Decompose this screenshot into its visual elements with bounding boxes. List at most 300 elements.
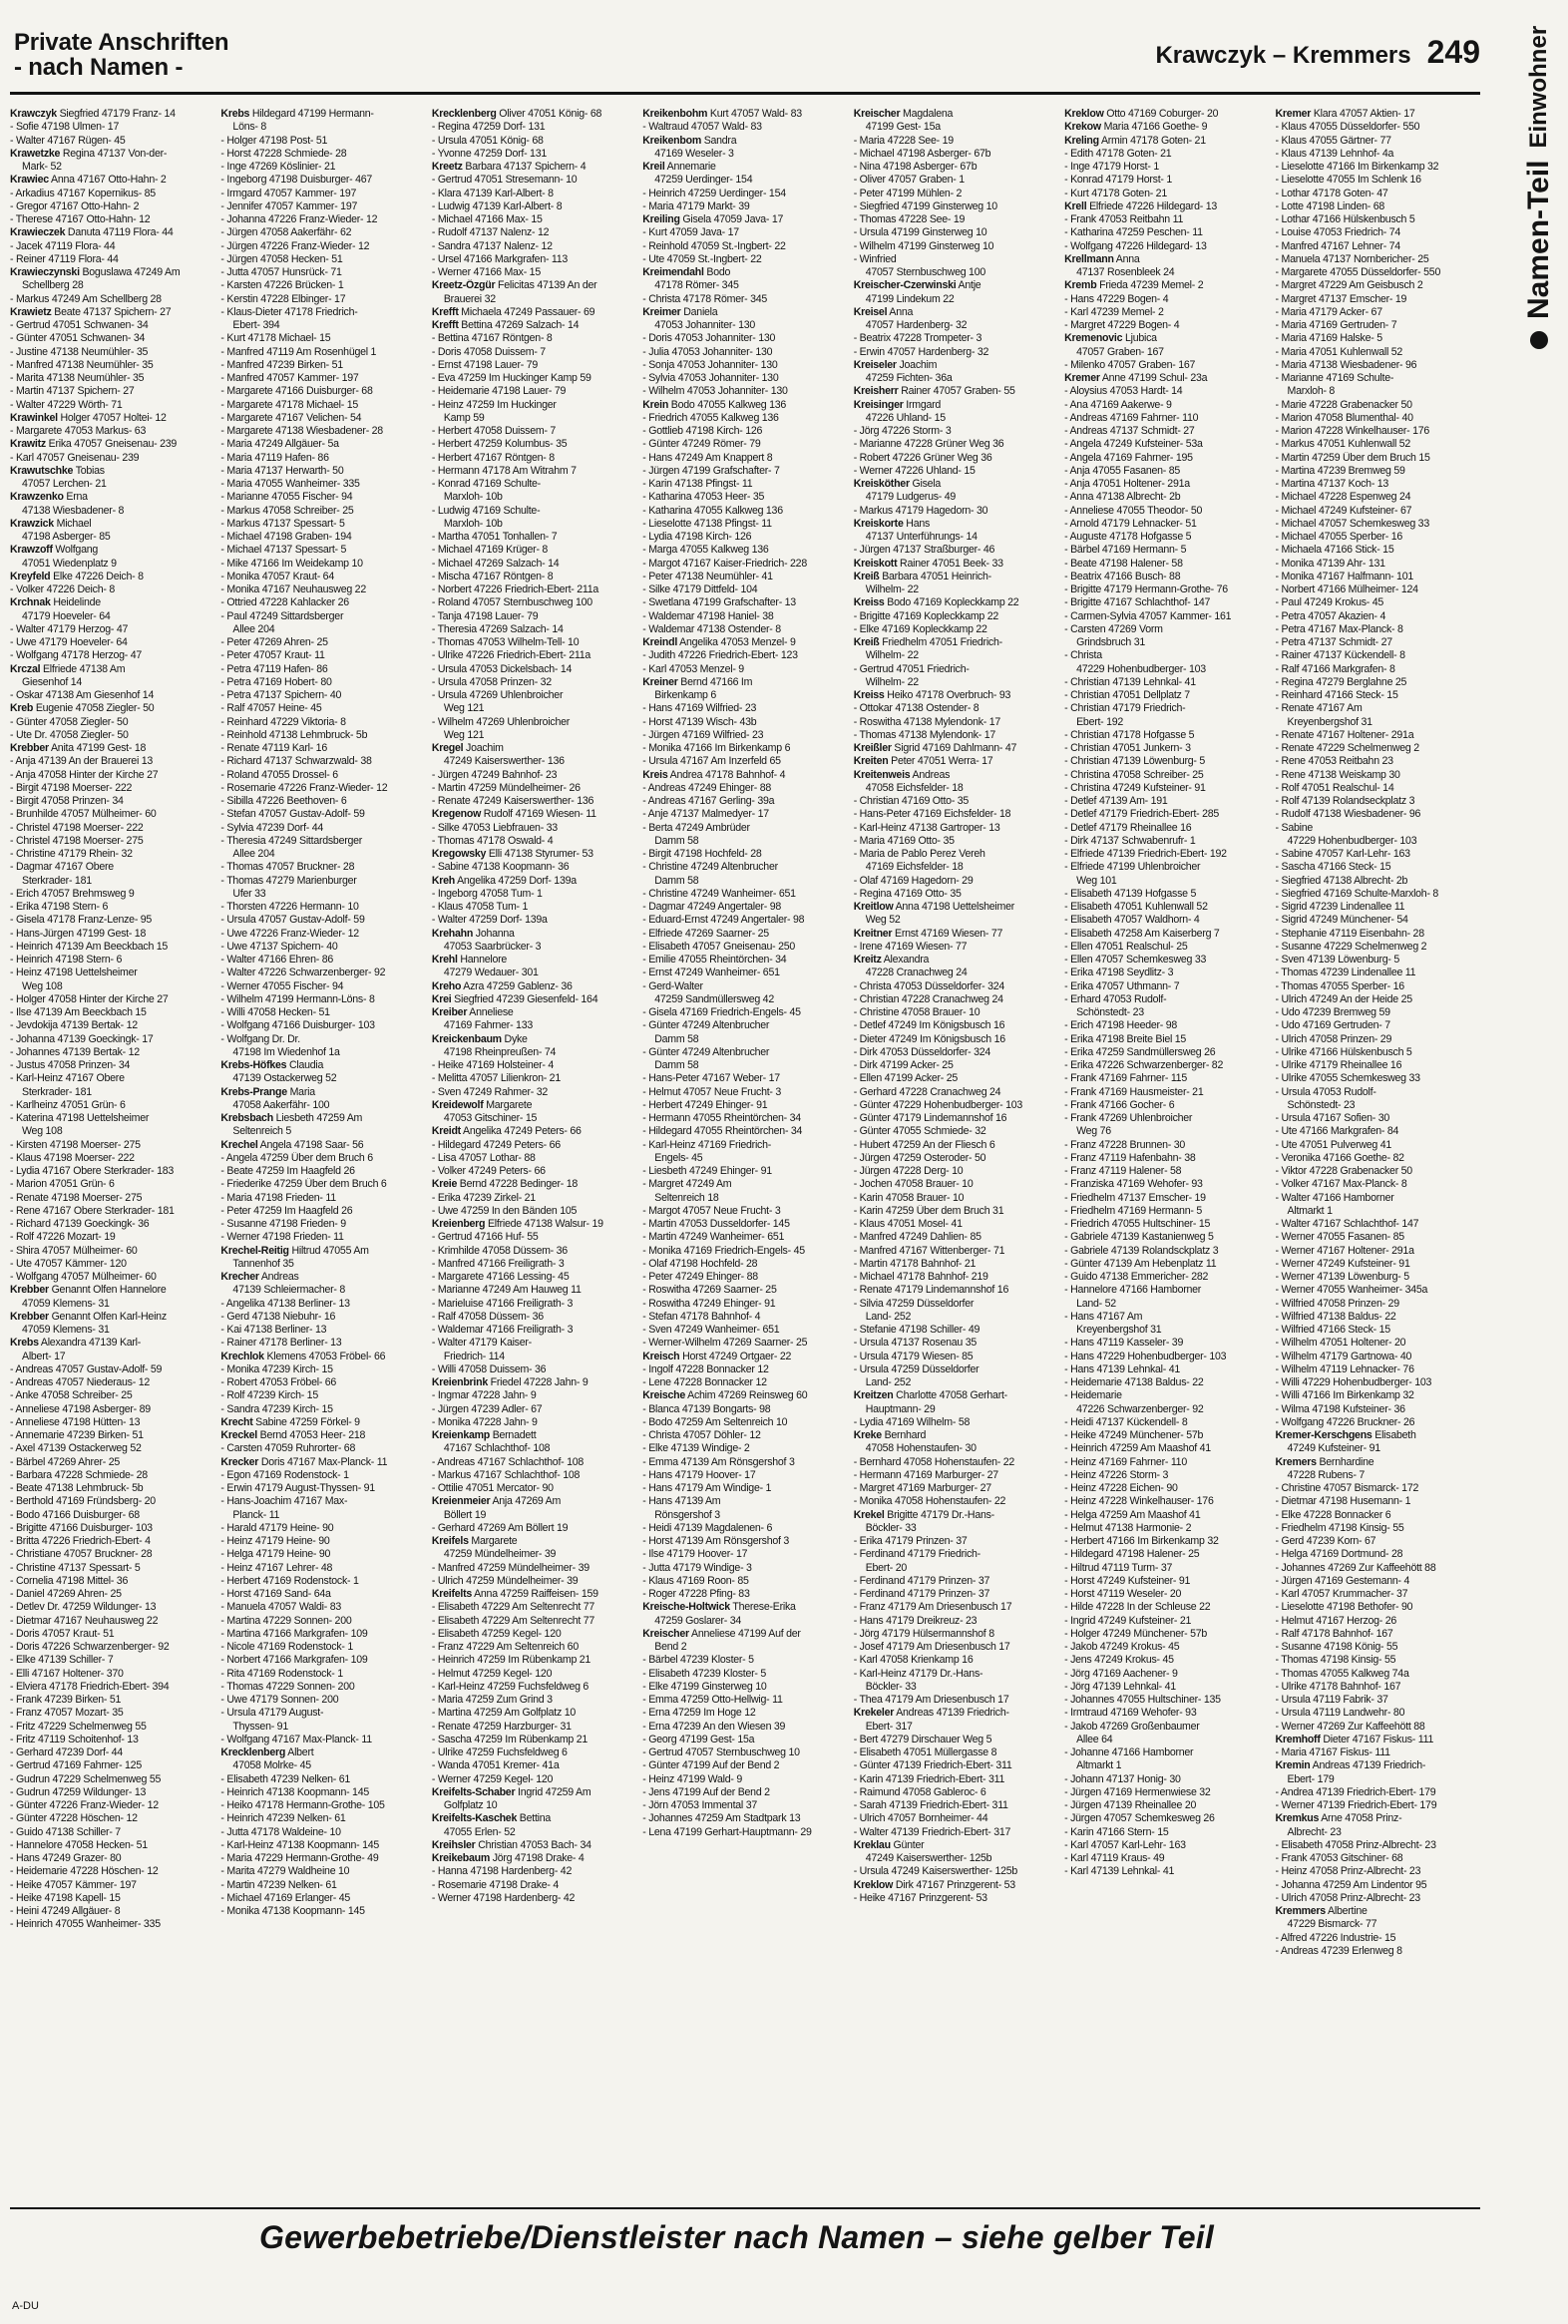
- listing-entry: - Susanne 47198 Frieden- 9: [220, 1218, 346, 1230]
- listing-entry: Kreifels Margarete: [431, 1535, 518, 1547]
- surname: Kremin: [1275, 1759, 1311, 1772]
- surname: Kreiß: [853, 570, 880, 582]
- listing-entry: - Hildegard 47249 Peters- 66: [431, 1138, 561, 1151]
- listing-entry: - Heike 47169 Holsteiner- 4: [431, 1059, 555, 1071]
- listing-entry: - Karl-Heinz 47169 Friedrich-: [642, 1138, 772, 1151]
- listing-entry: - Detlef 47179 Rheinallee 16: [1064, 821, 1192, 834]
- listing-entry: - Erika 47259 Sandmüllersweg 26: [1064, 1045, 1216, 1058]
- listing-entry: Kreitenweis Andreas: [853, 768, 951, 781]
- listing-entry: - Heinz 47198 Uettelsheimer: [10, 967, 138, 979]
- listing-entry: - Ilse 47179 Hoover- 17: [642, 1548, 748, 1561]
- listing-entry: - Ralf 47166 Markgrafen- 8: [1275, 662, 1395, 675]
- surname: Kreiss: [853, 596, 885, 609]
- surname: Kreklow: [1064, 108, 1104, 120]
- listing-entry: - Paul 47249 Krokus- 45: [1275, 596, 1384, 609]
- listing-entry: - Norbert 47166 Markgrafen- 109: [220, 1654, 368, 1667]
- listing-entry: Krawzick Michael: [10, 517, 92, 530]
- listing-entry: 47249 Kaiserswerther- 125b: [865, 1852, 992, 1864]
- listing-entry: - Raimund 47058 Gableroc- 6: [853, 1785, 986, 1798]
- listing-entry: - Karl 47119 Kraus- 49: [1064, 1852, 1165, 1864]
- listing-entry: - Michael 47249 Kufsteiner- 67: [1275, 504, 1412, 517]
- listing-entry: - Manfred 47057 Kammer- 197: [220, 372, 359, 384]
- listing-entry: - Karl 47057 Gneisenau- 239: [10, 451, 140, 464]
- listing-entry: - Margarete 47178 Michael- 15: [220, 398, 359, 411]
- listing-entry: - Jürgen 47239 Adler- 67: [431, 1402, 543, 1415]
- listing-entry: - Gertrud 47051 Schwanen- 34: [10, 319, 149, 331]
- listing-entry: - Katharina 47055 Kalkweg 136: [642, 504, 783, 517]
- listing-entry: - Wilhelm 47199 Hermann-Löns- 8: [220, 992, 375, 1005]
- listing-entry: - Johanna 47259 Am Lindentor 95: [1275, 1878, 1427, 1891]
- listing-entry: - Werner 47055 Fischer- 94: [220, 979, 344, 992]
- listing-entry: - Ingmar 47228 Jahn- 9: [431, 1389, 537, 1402]
- listing-entry: - Ellen 47057 Schemkesweg 33: [1064, 954, 1207, 966]
- listing-entry: - Dirk 47199 Acker- 25: [853, 1059, 954, 1071]
- listing-entry: Kremhoff Dieter 47167 Fiskus- 111: [1275, 1733, 1434, 1745]
- listing-entry: - Bodo 47166 Duisburger- 68: [10, 1508, 140, 1521]
- listing-entry: Krecklenberg Oliver 47051 König- 68: [431, 108, 602, 120]
- listing-entry: - Sascha 47166 Steck- 15: [1275, 861, 1391, 874]
- listing-entry: - Norbert 47166 Mülheimer- 124: [1275, 583, 1418, 595]
- listing-entry: Kreyenbergshof 31: [1076, 1324, 1162, 1336]
- listing-column: [1276, 108, 1480, 2197]
- listing-entry: - Bärbel 47169 Hermann- 5: [1064, 544, 1187, 557]
- listing-entry: - Ludwig 47169 Schulte-: [431, 504, 541, 517]
- listing-entry: - Herbert 47169 Rodenstock- 1: [220, 1574, 359, 1587]
- listing-entry: - Blanca 47139 Bongarts- 98: [642, 1402, 771, 1415]
- listing-entry: - Uwe 47226 Franz-Wieder- 12: [220, 927, 359, 940]
- listing-entry: - Karl-Heinz 47179 Dr.-Hans-: [853, 1667, 983, 1680]
- listing-entry: Kremin Andreas 47139 Friedrich-: [1275, 1759, 1426, 1772]
- listing-entry: - Yvonne 47259 Dorf- 131: [431, 147, 547, 160]
- listing-entry: - Regina 47259 Dorf- 131: [431, 121, 546, 134]
- side-tab-label-2: Namen-Teil: [1522, 160, 1555, 319]
- listing-entry: Ebert- 317: [865, 1720, 913, 1733]
- listing-entry: - Karl-Heinz 47138 Koopmann- 145: [220, 1838, 380, 1851]
- listing-entry: - Stefan 47178 Bahnhof- 4: [642, 1310, 761, 1323]
- surname: Kreifelts-Schaber: [431, 1785, 516, 1798]
- listing-entry: - Michael 47169 Krüger- 8: [431, 544, 549, 557]
- surname: Kreyfeld: [10, 570, 51, 582]
- listing-entry: - Emma 47139 Am Rönsgershof 3: [642, 1455, 795, 1468]
- listing-entry: Kreitz Alexandra: [853, 954, 930, 966]
- surname: Kreidewolf: [431, 1098, 484, 1111]
- listing-entry: - Erna 47259 Im Hoge 12: [642, 1707, 756, 1720]
- listing-entry: - Manuela 47137 Nornbericher- 25: [1275, 252, 1429, 265]
- listing-entry: - Erika 47057 Uthmann- 7: [1064, 979, 1180, 992]
- listing-entry: - Maria 47051 Kuhlenwall 52: [1275, 345, 1403, 358]
- listing-entry: Kremer Klara 47057 Aktien- 17: [1275, 108, 1415, 120]
- listing-entry: - Swetlana 47199 Grafschafter- 13: [642, 596, 796, 609]
- surname: Kreiskott: [853, 557, 898, 570]
- listing-entry: - Beate 47259 Im Haagfeld 26: [220, 1165, 355, 1177]
- listing-entry: - Theresia 47269 Salzach- 14: [431, 622, 564, 635]
- listing-entry: - Markus 47249 Am Schellberg 28: [10, 292, 162, 305]
- listing-entry: - Eva 47259 Im Huckinger Kamp 59: [431, 372, 591, 384]
- surname: Kreische-Holtwick: [642, 1601, 730, 1614]
- listing-entry: - Siegfried 47199 Ginsterweg 10: [853, 199, 997, 212]
- listing-entry: - Gabriele 47139 Kastanienweg 5: [1064, 1231, 1214, 1244]
- listing-entry: Kreitlow Anna 47198 Uettelsheimer: [853, 901, 1015, 913]
- listing-entry: - Karin 47139 Friedrich-Ebert- 311: [853, 1772, 1005, 1785]
- listing-entry: 47051 Wiedenplatz 9: [22, 557, 117, 570]
- listing-entry: Sterkrader- 181: [22, 1085, 92, 1098]
- listing-entry: - Martina 47166 Markgrafen- 109: [220, 1627, 368, 1640]
- listing-entry: - Manfred 47138 Neumühler- 35: [10, 358, 154, 371]
- listing-entry: Kremmers Albertine: [1275, 1905, 1368, 1917]
- listing-entry: - Doris 47226 Schwarzenberger- 92: [10, 1641, 170, 1653]
- listing-entry: 47259 Goslarer- 34: [654, 1614, 742, 1627]
- listing-entry: - Veronika 47166 Goethe- 82: [1275, 1151, 1404, 1164]
- listing-entry: - Ute Dr. 47058 Ziegler- 50: [10, 728, 129, 741]
- listing-entry: 47229 Hohenbudberger- 103: [1287, 834, 1417, 847]
- listing-entry: - Walter 47179 Herzog- 47: [10, 622, 129, 635]
- listing-entry: - Hans 47249 Am Knappert 8: [642, 451, 773, 464]
- surname: Kreitzen: [853, 1389, 894, 1402]
- listing-entry: - Sascha 47259 Im Rübenkamp 21: [431, 1733, 588, 1745]
- listing-entry: - Thomas 47279 Marienburger: [220, 874, 357, 887]
- listing-entry: Grindsbruch 31: [1076, 636, 1146, 648]
- listing-entry: Kreklau Günter: [853, 1838, 925, 1851]
- listing-entry: Allee 204: [232, 622, 275, 635]
- surname: Kreil: [642, 161, 665, 173]
- listing-entry: - Marion 47228 Winkelhauser- 176: [1275, 425, 1430, 437]
- listing-entry: Krechlok Klemens 47053 Fröbel- 66: [220, 1350, 386, 1362]
- surname: Krebber: [10, 742, 49, 754]
- listing-entry: - Petra 47119 Hafen- 86: [220, 662, 328, 675]
- listing-entry: - Jürgen 47259 Osteroder- 50: [853, 1151, 986, 1164]
- listing-entry: - Thomas 47055 Sperber- 16: [1275, 979, 1404, 992]
- listing-entry: - Wilfried 47166 Steck- 15: [1275, 1324, 1390, 1336]
- listing-entry: - Lydia 47169 Wilhelm- 58: [853, 1415, 971, 1428]
- listing-entry: Krehl Hannelore: [431, 954, 508, 966]
- listing-entry: - Susanne 47198 König- 55: [1275, 1641, 1398, 1653]
- listing-entry: - Christian 47228 Cranachweg 24: [853, 992, 1003, 1005]
- listing-entry: - Lieselotte 47138 Pfingst- 11: [642, 517, 772, 530]
- listing-entry: - Maria 47055 Wanheimer- 335: [220, 478, 360, 490]
- listing-entry: - Christina 47249 Kufsteiner- 91: [1064, 781, 1206, 794]
- listing-entry: Kreb Eugenie 47058 Ziegler- 50: [10, 702, 155, 715]
- listing-entry: - Wilhelm 47269 Uhlenbroicher: [431, 715, 571, 728]
- listing-entry: - Heinz 47259 Im Huckinger: [431, 398, 557, 411]
- listing-entry: - Karl-Heinz 47259 Fuchsfeldweg 6: [431, 1680, 589, 1693]
- listing-entry: - Silvia 47259 Düsseldorfer: [853, 1297, 975, 1310]
- listing-entry: - Viktor 47228 Grabenacker 50: [1275, 1165, 1412, 1177]
- listing-entry: - Walter 47139 Friedrich-Ebert- 317: [853, 1825, 1011, 1838]
- listing-entry: - Elisabeth 47239 Kloster- 5: [642, 1667, 766, 1680]
- listing-entry: - Karl 47239 Memel- 2: [1064, 305, 1164, 318]
- listing-entry: Weg 76: [1076, 1125, 1111, 1138]
- surname: Kreisherr: [853, 385, 899, 398]
- listing-entry: - Friedrich 47055 Hultschiner- 15: [1064, 1218, 1211, 1230]
- listing-entry: - Christine 47057 Bismarck- 172: [1275, 1482, 1419, 1494]
- listing-entry: Weg 52: [865, 914, 901, 927]
- listing-entry: - Günter 47051 Schwanen- 34: [10, 332, 146, 345]
- listing-entry: - Jochen 47058 Brauer- 10: [853, 1178, 974, 1191]
- listing-entry: 47058 Aakerfähr- 100: [232, 1098, 330, 1111]
- surname: Kregowsky: [431, 848, 487, 860]
- listing-entry: - Karin 47058 Brauer- 10: [853, 1191, 965, 1204]
- listing-entry: - Cornelia 47198 Mittel- 36: [10, 1574, 129, 1587]
- listing-entry: - Ursula 47051 König- 68: [431, 134, 544, 147]
- listing-entry: - Heidi 47139 Magdalenen- 6: [642, 1521, 773, 1534]
- listing-entry: - Maria 47137 Herwarth- 50: [220, 464, 344, 477]
- listing-entry: Kreetz Barbara 47137 Spichern- 4: [431, 161, 587, 173]
- listing-entry: - Renate 47167 Am: [1275, 702, 1363, 715]
- listing-entry: - Elisabeth 47229 Am Seltenrecht 77: [431, 1614, 595, 1627]
- listing-entry: 47259 Fichten- 36a: [865, 372, 953, 384]
- listing-entry: - Andreas 47167 Gerling- 39a: [642, 795, 775, 807]
- listing-entry: - Gerd 47138 Niebuhr- 16: [220, 1310, 336, 1323]
- listing-entry: - Walter 47166 Hamborner: [1275, 1191, 1394, 1204]
- listing-entry: - Martina 47229 Sonnen- 200: [220, 1614, 352, 1627]
- listing-entry: - Elfriede 47199 Uhlenbroicher: [1064, 861, 1201, 874]
- listing-entry: - Marita 47279 Waldheine 10: [220, 1865, 350, 1878]
- listing-entry: - Waldemar 47138 Ostender- 8: [642, 622, 781, 635]
- listing-entry: - Irmtraud 47169 Wehofer- 93: [1064, 1707, 1197, 1720]
- listing-entry: - Holger 47249 Münchener- 57b: [1064, 1627, 1208, 1640]
- listing-entry: - Monika 47166 Im Birkenkamp 6: [642, 742, 791, 754]
- listing-entry: - Werner 47226 Uhland- 15: [853, 464, 976, 477]
- listing-entry: Kreiskorte Hans: [853, 517, 931, 530]
- listing-entry: Golfplatz 10: [443, 1799, 498, 1811]
- listing-entry: - Anna 47138 Albrecht- 2b: [1064, 491, 1181, 504]
- listing-entry: - Marion 47051 Grün- 6: [10, 1178, 115, 1191]
- listing-entry: - Margret 47137 Emscher- 19: [1275, 292, 1407, 305]
- surname: Krechlok: [220, 1350, 264, 1362]
- listing-entry: - Detlef 47139 Am- 191: [1064, 795, 1168, 807]
- listing-entry: - Inge 47269 Köslinier- 21: [220, 161, 336, 173]
- listing-entry: Kreh Angelika 47259 Dorf- 139a: [431, 874, 577, 887]
- listing-entry: - Wilhelm 47119 Lehnacker- 76: [1275, 1362, 1414, 1375]
- listing-entry: - Dagmar 47167 Obere: [10, 861, 114, 874]
- surname: Krawutschke: [10, 464, 74, 477]
- listing-entry: - Erika 47239 Zirkel- 21: [431, 1191, 536, 1204]
- listing-entry: - Erwin 47179 August-Thyssen- 91: [220, 1482, 375, 1494]
- listing-entry: - Monika 47138 Koopmann- 145: [220, 1905, 365, 1917]
- listing-entry: - Elisabeth 47057 Waldhorn- 4: [1064, 914, 1200, 927]
- listing-entry: - Hans 47139 Lehnkal- 41: [1064, 1362, 1181, 1375]
- listing-entry: - Hans-Peter 47169 Eichsfelder- 18: [853, 808, 1011, 821]
- listing-entry: - Dietmar 47167 Neuhausweg 22: [10, 1614, 159, 1627]
- listing-entry: - Friedhelm 47137 Emscher- 19: [1064, 1191, 1206, 1204]
- listing-entry: Seltenreich 18: [654, 1191, 719, 1204]
- listing-entry: - Ulrich 47249 An der Heide 25: [1275, 992, 1412, 1005]
- surname: Kreke: [853, 1429, 882, 1441]
- surname: Kreißler: [853, 742, 892, 754]
- listing-entry: 47055 Erlen- 52: [443, 1825, 516, 1838]
- surname: Krefft: [431, 305, 459, 318]
- listing-entry: Friedrich- 114: [443, 1350, 505, 1362]
- listing-entry: - Michaela 47166 Stick- 15: [1275, 544, 1394, 557]
- listing-entry: - Christa 47053 Düsseldorfer- 324: [853, 979, 1005, 992]
- listing-entry: Krchnak Heidelinde: [10, 596, 101, 609]
- listing-entry: - Erna 47239 An den Wiesen 39: [642, 1720, 786, 1733]
- listing-entry: - Manfred 47166 Freiligrath- 3: [431, 1257, 565, 1270]
- listing-entry: - Olaf 47198 Hochfeld- 28: [642, 1257, 758, 1270]
- listing-entry: - Gertrud 47166 Huf- 55: [431, 1231, 539, 1244]
- surname: Krekow: [1064, 121, 1101, 134]
- surname: Kreisel: [853, 305, 888, 318]
- listing-entry: - Kurt 47178 Michael- 15: [220, 332, 331, 345]
- listing-entry: - Rolf 47239 Kirch- 15: [220, 1389, 318, 1402]
- listing-entry: - Karl 47057 Karl-Lehr- 163: [1064, 1838, 1186, 1851]
- listing-entry: - Ute 47051 Pulverweg 41: [1275, 1138, 1392, 1151]
- listing-entry: Kreikenbohm Kurt 47057 Wald- 83: [642, 108, 802, 120]
- listing-entry: Kremkus Arne 47058 Prinz-: [1275, 1812, 1402, 1825]
- listing-entry: Ufer 33: [232, 887, 266, 900]
- listing-entry: 47259 Sandmüllersweg 42: [654, 992, 774, 1005]
- listing-entry: - Thomas 47228 See- 19: [853, 213, 966, 225]
- listing-entry: - Wilfried 47138 Baldus- 22: [1275, 1310, 1396, 1323]
- listing-entry: - Heinrich 47239 Nelken- 61: [220, 1812, 346, 1825]
- listing-entry: - Elisabeth 47057 Gneisenau- 250: [642, 940, 796, 953]
- listing-entry: - Anneliese 47055 Theodor- 50: [1064, 504, 1203, 517]
- listing-entry: - Judith 47226 Friedrich-Ebert- 123: [642, 649, 798, 662]
- listing-entry: Mark- 52: [22, 161, 62, 173]
- listing-entry: 47139 Schleiermacher- 8: [232, 1284, 346, 1297]
- surname: Krell: [1064, 199, 1087, 212]
- listing-entry: Kreiskott Rainer 47051 Beek- 33: [853, 557, 1003, 570]
- listing-entry: 47198 Asberger- 85: [22, 531, 111, 543]
- listing-entry: Kreiseler Joachim: [853, 358, 938, 371]
- listing-entry: - Hiltrud 47119 Turm- 37: [1064, 1561, 1173, 1574]
- listing-entry: - Markus 47137 Spessart- 5: [220, 517, 345, 530]
- listing-entry: - Elviera 47178 Friedrich-Ebert- 394: [10, 1680, 170, 1693]
- listing-entry: - Christel 47198 Moerser- 222: [10, 821, 144, 834]
- listing-entry: - Robert 47053 Fröbel- 66: [220, 1376, 337, 1388]
- listing-entry: - Margarete 47053 Markus- 63: [10, 425, 147, 437]
- surname: Krawinkel: [10, 411, 58, 424]
- listing-entry: Kreisherr Rainer 47057 Graben- 55: [853, 385, 1015, 398]
- surname: Krei: [431, 992, 452, 1005]
- listing-column: [220, 108, 425, 2197]
- listing-entry: - Fritz 47119 Schoitenhof- 13: [10, 1733, 139, 1745]
- listing-entry: - Helmut 47057 Neue Frucht- 3: [642, 1085, 782, 1098]
- listing-entry: - Louise 47053 Friedrich- 74: [1275, 226, 1401, 239]
- listing-entry: Krell Elfriede 47226 Hildegard- 13: [1064, 199, 1217, 212]
- listing-entry: Ebert- 394: [232, 319, 280, 331]
- listing-entry: - Maria 47167 Fiskus- 111: [1275, 1746, 1390, 1758]
- listing-entry: - Günter 47055 Schmiede- 32: [853, 1125, 986, 1138]
- listing-entry: - Jörg 47226 Storm- 3: [853, 425, 952, 437]
- listing-entry: Krawinkel Holger 47057 Holtei- 12: [10, 411, 167, 424]
- listing-entry: - Ulrike 47259 Fuchsfeldweg 6: [431, 1746, 568, 1758]
- listing-entry: - Wolfgang 47226 Bruckner- 26: [1275, 1415, 1415, 1428]
- listing-entry: - Martin 47178 Bahnhof- 21: [853, 1257, 977, 1270]
- listing-entry: - Ursula 47249 Kaiserswerther- 125b: [853, 1865, 1018, 1878]
- listing-entry: - Rudolf 47138 Wiesbadener- 96: [1275, 808, 1421, 821]
- listing-entry: - Horst 47119 Weseler- 20: [1064, 1588, 1182, 1600]
- listing-entry: - Heinz 47179 Heine- 90: [220, 1535, 330, 1547]
- listing-entry: - Sylvia 47053 Johanniter- 130: [642, 372, 779, 384]
- listing-entry: 47057 Sternbuschweg 100: [865, 266, 985, 278]
- listing-entry: - Martin 47239 Nelken- 61: [220, 1878, 337, 1891]
- listing-entry: - Angela 47169 Fahrner- 195: [1064, 451, 1193, 464]
- listing-entry: - Ulrich 47259 Mündelheimer- 39: [431, 1574, 579, 1587]
- listing-entry: Krawutschke Tobias: [10, 464, 105, 477]
- listing-entry: - Auguste 47178 Hofgasse 5: [1064, 531, 1192, 543]
- listing-entry: - Heidemarie 47138 Baldus- 22: [1064, 1376, 1204, 1388]
- listing-entry: - Paul 47249 Sittardsberger: [220, 609, 344, 622]
- surname: Kreb: [10, 702, 34, 715]
- listing-entry: - Hermann 47055 Rheintörchen- 34: [642, 1112, 801, 1124]
- listing-entry: Weg 121: [443, 702, 485, 715]
- surname: Kregenow: [431, 808, 482, 821]
- listing-entry: - Rudolf 47137 Nalenz- 12: [431, 226, 550, 239]
- listing-entry: - Sigrid 47249 Münchener- 54: [1275, 914, 1408, 927]
- listing-entry: - Hans 47229 Hohenbudberger- 103: [1064, 1350, 1227, 1362]
- listing-entry: Krefft Bettina 47269 Salzach- 14: [431, 319, 580, 331]
- listing-entry: Kreischer Magdalena: [853, 108, 954, 120]
- listing-entry: - Heidi 47137 Kückendell- 8: [1064, 1415, 1188, 1428]
- listing-entry: - Ulrich 47058 Prinzen- 29: [1275, 1032, 1392, 1045]
- listing-entry: Krebs Alexandra 47139 Karl-: [10, 1337, 142, 1350]
- listing-entry: - Shira 47057 Mülheimer- 60: [10, 1244, 138, 1257]
- listing-entry: Kreklow Otto 47169 Coburger- 20: [1064, 108, 1219, 120]
- listing-entry: - Regina 47169 Otto- 35: [853, 887, 962, 900]
- surname: Krebber: [10, 1310, 49, 1323]
- surname: Kreikenbohm: [642, 108, 708, 120]
- listing-entry: - Lena 47199 Gerhart-Hauptmann- 29: [642, 1825, 812, 1838]
- listing-entry: - Ursula 47058 Prinzen- 32: [431, 675, 552, 688]
- listing-entry: - Bettina 47167 Röntgen- 8: [431, 332, 553, 345]
- listing-entry: - Franz 47179 Am Driesenbusch 17: [853, 1601, 1012, 1614]
- listing-entry: - Erhard 47053 Rudolf-: [1064, 992, 1167, 1005]
- listing-entry: - Sven 47249 Wanheimer- 651: [642, 1324, 780, 1336]
- listing-entry: Ebert- 179: [1287, 1772, 1335, 1785]
- listing-entry: - Gabriele 47139 Rolandsckplatz 3: [1064, 1244, 1219, 1257]
- listing-entry: - Ursula 47259 Düsseldorfer: [853, 1362, 980, 1375]
- listing-entry: - Gerhard 47269 Am Böllert 19: [431, 1521, 569, 1534]
- listing-entry: - Ferdinand 47179 Prinzen- 37: [853, 1588, 990, 1600]
- listing-entry: - Heinz 47228 Eichen- 90: [1064, 1482, 1178, 1494]
- listing-entry: Kreklow Dirk 47167 Prinzgerent- 53: [853, 1878, 1015, 1891]
- listing-entry: - Hans 47179 Am Windige- 1: [642, 1482, 772, 1494]
- listing-entry: - Wilhelm 47199 Ginsterweg 10: [853, 239, 994, 252]
- listing-entry: - Walter 47226 Schwarzenberger- 92: [220, 967, 386, 979]
- listing-entry: Kreickenbaum Dyke: [431, 1032, 528, 1045]
- listing-entry: - Margret 47229 Bogen- 4: [1064, 319, 1180, 331]
- surname: Krechel-Reitig: [220, 1244, 289, 1257]
- listing-entry: - Monika 47057 Kraut- 64: [220, 570, 334, 582]
- section-title-line2: - nach Namen -: [14, 54, 184, 81]
- listing-entry: - Jevdokija 47139 Bertak- 12: [10, 1019, 138, 1032]
- listing-entry: - Sandra 47239 Kirch- 15: [220, 1402, 333, 1415]
- page-range-heading: [1155, 34, 1480, 71]
- listing-entry: - Stefan 47057 Gustav-Adolf- 59: [220, 808, 365, 821]
- listing-entry: - Hermann 47169 Marburger- 27: [853, 1468, 998, 1481]
- listing-entry: - Thomas 47229 Sonnen- 200: [220, 1680, 355, 1693]
- listing-entry: Kreyenbergshof 31: [1287, 715, 1372, 728]
- listing-entry: - Theresia 47249 Sittardsberger: [220, 834, 363, 847]
- listing-entry: Damm 58: [654, 834, 699, 847]
- listing-entry: - Martin 47137 Spichern- 27: [10, 385, 135, 398]
- listing-entry: - Herbert 47167 Röntgen- 8: [431, 451, 555, 464]
- listing-entry: Kreienmeier Anja 47269 Am: [431, 1495, 562, 1508]
- listing-entry: - Markus 47051 Kuhlenwall 52: [1275, 438, 1411, 451]
- listing-entry: Krawieczek Danuta 47119 Flora- 44: [10, 226, 174, 239]
- listing-entry: - Ottilie 47051 Mercator- 90: [431, 1482, 554, 1494]
- listing-entry: Albrecht- 23: [1287, 1825, 1342, 1838]
- listing-entry: - Michael 47137 Spessart- 5: [220, 544, 347, 557]
- surname: Kreklau: [853, 1838, 891, 1851]
- listing-entry: - Martina 47137 Koch- 13: [1275, 478, 1389, 490]
- listing-entry: - Heinrich 47259 Im Rübenkamp 21: [431, 1654, 591, 1667]
- listing-entry: - Uwe 47179 Hoeveler- 64: [10, 636, 128, 648]
- surname: Kremer-Kerschgens: [1275, 1429, 1372, 1441]
- listing-entry: - Konrad 47169 Schulte-: [431, 478, 541, 490]
- listing-entry: - Monika 47139 Ahr- 131: [1275, 557, 1385, 570]
